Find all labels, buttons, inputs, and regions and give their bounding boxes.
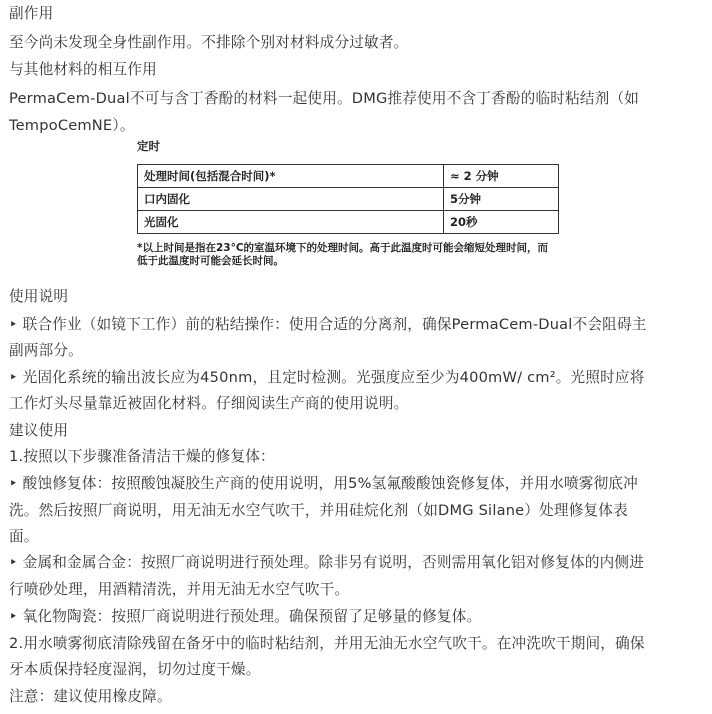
step-2-line-2: 牙本质保持轻度湿润，切勿过度干燥。 xyxy=(9,661,261,678)
timing-row-value: 5分钟 xyxy=(444,188,559,211)
table-row xyxy=(138,165,559,188)
usage-item-1-line-1: ‣ 联合作业（如镜下工作）前的粘结操作：使用合适的分离剂，确保PermaCem-Dual不会阻碍主 xyxy=(9,316,647,333)
timing-row-label: 光固化 xyxy=(138,211,444,234)
timing-footnote-line-1: *以上时间是指在23°C的室温环境下的处理时间。高于此温度时可能会缩短处理时间，而 xyxy=(137,242,549,254)
interactions-text-line-1: PermaCem-Dual不可与含丁香酚的材料一起使用。DMG推荐使用不含丁香酚的临时粘结剂（如 xyxy=(9,90,640,107)
timing-title: 定时 xyxy=(137,139,160,153)
interactions-heading: 与其他材料的相互作用 xyxy=(9,61,157,78)
usage-heading: 使用说明 xyxy=(9,288,69,305)
oxide-line-1: ‣ 氧化物陶瓷：按照厂商说明进行预处理。确保预留了足够量的修复体。 xyxy=(9,608,482,625)
etch-line-1: ‣ 酸蚀修复体：按照酸蚀凝胶生产商的使用说明，用5%氢氟酸酸蚀瓷修复体，并用水喷雾彻底冲 xyxy=(9,475,638,492)
timing-row-value: ≈ 2 分钟 xyxy=(444,165,559,188)
rubber-dam-note: 注意：建议使用橡皮障。 xyxy=(9,688,172,705)
side-effects-heading: 副作用 xyxy=(9,5,54,22)
usage-item-1-line-2: 副两部分。 xyxy=(9,342,83,359)
recommended-heading: 建议使用 xyxy=(9,422,69,439)
recommended-step-1: 1.按照以下步骤准备清洁干燥的修复体： xyxy=(9,448,275,465)
step-2-line-1: 2.用水喷雾彻底清除残留在备牙中的临时粘结剂，并用无油无水空气吹干。在冲洗吹干期间，确保 xyxy=(9,635,645,652)
table-row xyxy=(138,211,559,234)
timing-block xyxy=(137,138,561,267)
timing-footnote-line-2: 低于此温度时可能会延长时间。 xyxy=(137,255,284,267)
timing-row-label: 口内固化 xyxy=(138,188,444,211)
usage-item-2-line-1: ‣ 光固化系统的输出波长应为450nm，且定时检测。光强度应至少为400mW/ cm²。光照时应将 xyxy=(9,369,645,386)
etch-line-3: 面。 xyxy=(9,528,39,545)
side-effects-text: 至今尚未发现全身性副作用。不排除个别对材料成分过敏者。 xyxy=(9,34,409,51)
timing-table xyxy=(137,164,559,234)
metal-line-2: 行喷砂处理，用酒精清洗，并用无油无水空气吹干。 xyxy=(9,581,350,598)
table-row xyxy=(138,188,559,211)
interactions-text-line-2: TempoCemNE）。 xyxy=(9,117,135,134)
usage-item-2-line-2: 工作灯头尽量靠近被固化材料。仔细阅读生产商的使用说明。 xyxy=(9,395,409,412)
timing-footnote xyxy=(137,242,567,268)
timing-row-label: 处理时间(包括混合时间)* xyxy=(138,165,444,188)
etch-line-2: 洗。然后按照厂商说明，用无油无水空气吹干，并用硅烷化剂（如DMG Silane）处理修复体表 xyxy=(9,502,628,519)
timing-row-value: 20秒 xyxy=(444,211,559,234)
metal-line-1: ‣ 金属和金属合金：按照厂商说明进行预处理。除非另有说明，否则需用氧化铝对修复体的内侧进 xyxy=(9,554,644,571)
